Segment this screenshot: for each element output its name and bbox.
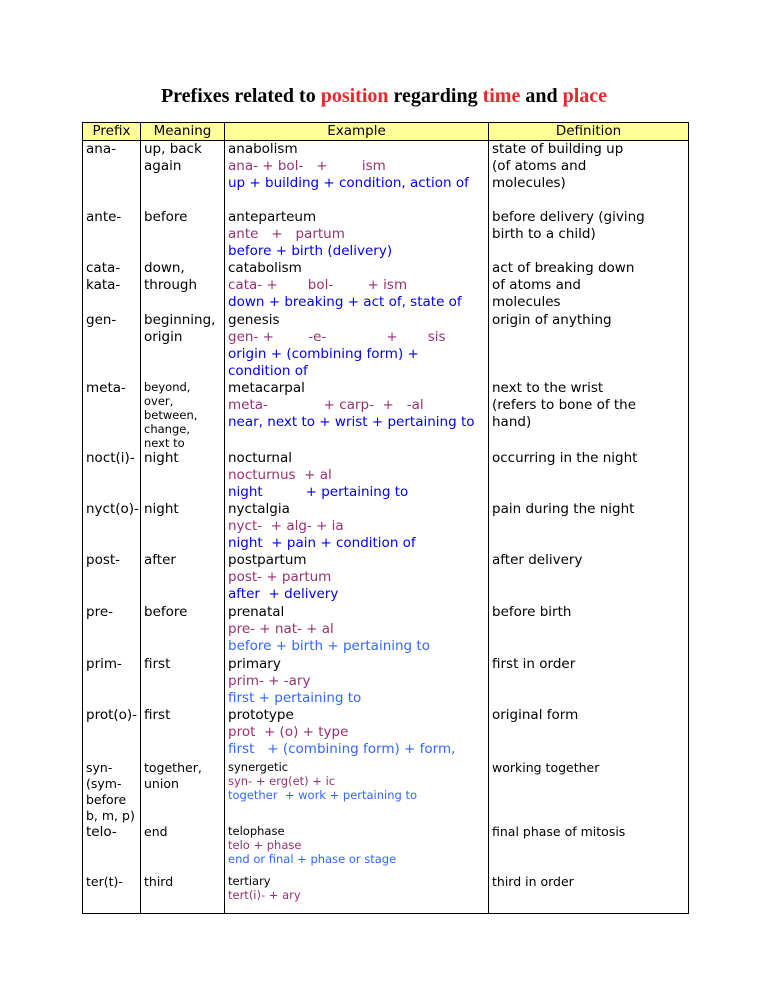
meaning-text: end bbox=[144, 823, 168, 839]
meaning-cell bbox=[141, 141, 225, 209]
example-word: catabolism bbox=[228, 259, 302, 276]
example-cell bbox=[225, 604, 489, 656]
prefix-cell bbox=[83, 707, 141, 760]
table-row bbox=[83, 450, 689, 501]
definition-cell bbox=[489, 380, 689, 450]
header-meaning: Meaning bbox=[141, 123, 225, 141]
meaning-cell bbox=[141, 760, 225, 824]
definition-text: first in order bbox=[492, 655, 576, 672]
page-title bbox=[0, 85, 768, 108]
table-row bbox=[83, 501, 689, 552]
example-word: metacarpal bbox=[228, 379, 305, 396]
definition-text: of atoms and bbox=[492, 276, 582, 293]
prefix-text: nyct(o)- bbox=[86, 500, 139, 517]
example-cell bbox=[225, 656, 489, 707]
meaning-text: first bbox=[144, 706, 171, 723]
meaning-text: first bbox=[144, 655, 171, 672]
example-word: anabolism bbox=[228, 141, 298, 157]
meaning-cell bbox=[141, 656, 225, 707]
example-gloss: night + pain + condition of bbox=[228, 534, 416, 551]
table-row bbox=[83, 260, 689, 312]
meaning-text: together, bbox=[144, 759, 202, 775]
example-cell bbox=[225, 141, 489, 209]
example-gloss: up + building + condition, action of bbox=[228, 175, 469, 191]
prefix-text: before bbox=[86, 791, 127, 807]
meaning-text: between, bbox=[144, 407, 198, 422]
prefix-cell bbox=[83, 380, 141, 450]
prefix-cell bbox=[83, 760, 141, 824]
example-word: primary bbox=[228, 655, 281, 672]
example-parts: meta- + carp- + -al bbox=[228, 396, 424, 413]
example-parts: post- + partum bbox=[228, 568, 332, 585]
header-example: Example bbox=[225, 123, 489, 141]
example-parts: prot + (o) + type bbox=[228, 723, 349, 740]
prefix-cell bbox=[83, 312, 141, 380]
definition-cell bbox=[489, 209, 689, 260]
example-gloss: before + birth + pertaining to bbox=[228, 637, 430, 654]
example-cell bbox=[225, 552, 489, 604]
example-gloss: together + work + pertaining to bbox=[228, 787, 418, 802]
prefix-text: meta- bbox=[86, 379, 126, 396]
meaning-text: again bbox=[144, 158, 182, 174]
example-parts: nyct- + alg- + ia bbox=[228, 517, 344, 534]
definition-text: pain during the night bbox=[492, 500, 635, 517]
header-definition: Definition bbox=[489, 123, 689, 141]
definition-text: third in order bbox=[492, 873, 574, 889]
example-parts: ante + partum bbox=[228, 225, 345, 242]
example-gloss: first + (combining form) + form, bbox=[228, 740, 456, 757]
prefix-text: syn- bbox=[86, 759, 113, 775]
example-word: prototype bbox=[228, 706, 294, 723]
prefix-table bbox=[82, 122, 689, 914]
definition-text: before delivery (giving bbox=[492, 208, 645, 225]
prefix-text: cata- bbox=[86, 259, 121, 276]
title-text: regarding bbox=[388, 85, 483, 107]
prefix-text: ante- bbox=[86, 208, 122, 225]
prefix-text: ter(t)- bbox=[86, 873, 123, 889]
meaning-text: next to bbox=[144, 435, 185, 450]
definition-text: (of atoms and bbox=[492, 158, 587, 174]
meaning-cell bbox=[141, 604, 225, 656]
meaning-text: origin bbox=[144, 328, 183, 345]
meaning-text: after bbox=[144, 551, 176, 568]
table-row bbox=[83, 656, 689, 707]
definition-text: original form bbox=[492, 706, 579, 723]
example-parts: telo + phase bbox=[228, 837, 302, 852]
example-parts: tert(i)- + ary bbox=[228, 887, 301, 902]
table-row bbox=[83, 824, 689, 874]
meaning-cell bbox=[141, 874, 225, 914]
example-word: postpartum bbox=[228, 551, 307, 568]
table-row bbox=[83, 604, 689, 656]
example-word: nyctalgia bbox=[228, 500, 290, 517]
example-cell bbox=[225, 209, 489, 260]
definition-text: before birth bbox=[492, 603, 572, 620]
meaning-text: union bbox=[144, 775, 179, 791]
example-gloss: near, next to + wrist + pertaining to bbox=[228, 413, 475, 430]
example-cell bbox=[225, 874, 489, 914]
meaning-cell bbox=[141, 260, 225, 312]
definition-text: hand) bbox=[492, 413, 532, 430]
prefix-text: kata- bbox=[86, 276, 121, 293]
example-cell bbox=[225, 450, 489, 501]
example-parts: prim- + -ary bbox=[228, 672, 311, 689]
example-word: telophase bbox=[228, 823, 285, 838]
definition-cell bbox=[489, 501, 689, 552]
definition-cell bbox=[489, 604, 689, 656]
prefix-text: gen- bbox=[86, 311, 117, 328]
meaning-cell bbox=[141, 312, 225, 380]
prefix-text: (sym- bbox=[86, 775, 122, 791]
table-body bbox=[83, 141, 689, 914]
definition-text: occurring in the night bbox=[492, 449, 638, 466]
header-prefix: Prefix bbox=[83, 123, 141, 141]
example-cell bbox=[225, 380, 489, 450]
example-parts: ana- + bol- + ism bbox=[228, 158, 386, 174]
table-row bbox=[83, 760, 689, 824]
prefix-text: post- bbox=[86, 551, 121, 568]
example-gloss: down + breaking + act of, state of bbox=[228, 293, 462, 310]
prefix-cell bbox=[83, 209, 141, 260]
prefix-text: b, m, p) bbox=[86, 807, 135, 823]
prefix-cell bbox=[83, 501, 141, 552]
table-row bbox=[83, 209, 689, 260]
example-word: tertiary bbox=[228, 873, 271, 888]
definition-text: final phase of mitosis bbox=[492, 823, 626, 839]
meaning-text: night bbox=[144, 449, 179, 466]
meaning-cell bbox=[141, 209, 225, 260]
example-cell bbox=[225, 501, 489, 552]
meaning-text: change, bbox=[144, 421, 190, 436]
definition-text: act of breaking down bbox=[492, 259, 635, 276]
example-parts: syn- + erg(et) + ic bbox=[228, 773, 336, 788]
definition-cell bbox=[489, 874, 689, 914]
example-gloss: after + delivery bbox=[228, 585, 339, 602]
example-word: genesis bbox=[228, 311, 280, 328]
example-gloss: origin + (combining form) + bbox=[228, 345, 419, 362]
table-row bbox=[83, 707, 689, 760]
prefix-text: prim- bbox=[86, 655, 122, 672]
meaning-text: third bbox=[144, 873, 174, 889]
example-gloss: night + pertaining to bbox=[228, 483, 409, 500]
definition-cell bbox=[489, 141, 689, 209]
definition-cell bbox=[489, 707, 689, 760]
example-gloss: condition of bbox=[228, 362, 308, 379]
prefix-cell bbox=[83, 824, 141, 874]
definition-cell bbox=[489, 760, 689, 824]
prefix-cell bbox=[83, 604, 141, 656]
definition-cell bbox=[489, 824, 689, 874]
title-text: and bbox=[520, 85, 563, 107]
meaning-text: before bbox=[144, 603, 188, 620]
definition-text: birth to a child) bbox=[492, 225, 596, 242]
example-word: nocturnal bbox=[228, 449, 292, 466]
meaning-text: up, back bbox=[144, 141, 202, 157]
table-row bbox=[83, 380, 689, 450]
example-parts: nocturnus + al bbox=[228, 466, 332, 483]
meaning-text: before bbox=[144, 208, 188, 225]
meaning-text: beginning, bbox=[144, 311, 216, 328]
example-parts: gen- + -e- + sis bbox=[228, 328, 446, 345]
prefix-cell bbox=[83, 450, 141, 501]
meaning-cell bbox=[141, 450, 225, 501]
meaning-text: down, bbox=[144, 259, 185, 276]
meaning-cell bbox=[141, 824, 225, 874]
title-highlight-place: place bbox=[562, 85, 608, 107]
prefix-text: ana- bbox=[86, 141, 116, 157]
example-cell bbox=[225, 760, 489, 824]
definition-cell bbox=[489, 312, 689, 380]
definition-text: (refers to bone of the bbox=[492, 396, 637, 413]
meaning-cell bbox=[141, 380, 225, 450]
prefix-cell bbox=[83, 552, 141, 604]
prefix-text: noct(i)- bbox=[86, 449, 135, 466]
example-cell bbox=[225, 312, 489, 380]
title-highlight-position: position bbox=[320, 85, 389, 107]
title-highlight-time: time bbox=[482, 85, 521, 107]
example-gloss: before + birth (delivery) bbox=[228, 242, 393, 259]
definition-text: state of building up bbox=[492, 141, 624, 157]
definition-cell bbox=[489, 450, 689, 501]
definition-text: origin of anything bbox=[492, 311, 612, 328]
example-cell bbox=[225, 824, 489, 874]
table-header-row bbox=[83, 123, 689, 141]
example-cell bbox=[225, 707, 489, 760]
table-row bbox=[83, 552, 689, 604]
table-row bbox=[83, 312, 689, 380]
meaning-text: over, bbox=[144, 393, 174, 408]
meaning-text: through bbox=[144, 276, 198, 293]
definition-text: molecules) bbox=[492, 175, 566, 191]
example-gloss: end or final + phase or stage bbox=[228, 851, 397, 866]
prefix-cell bbox=[83, 874, 141, 914]
table-row bbox=[83, 874, 689, 914]
prefix-text: prot(o)- bbox=[86, 706, 138, 723]
prefix-text: pre- bbox=[86, 603, 113, 620]
meaning-text: night bbox=[144, 500, 179, 517]
example-word: prenatal bbox=[228, 603, 285, 620]
prefix-cell bbox=[83, 656, 141, 707]
definition-cell bbox=[489, 656, 689, 707]
meaning-cell bbox=[141, 707, 225, 760]
example-parts: cata- + bol- + ism bbox=[228, 276, 408, 293]
definition-cell bbox=[489, 260, 689, 312]
definition-text: working together bbox=[492, 759, 600, 775]
table-row bbox=[83, 141, 689, 209]
example-word: synergetic bbox=[228, 759, 289, 774]
example-gloss: first + pertaining to bbox=[228, 689, 362, 706]
meaning-cell bbox=[141, 552, 225, 604]
prefix-text: telo- bbox=[86, 823, 117, 840]
title-text: Prefixes related to bbox=[160, 85, 321, 107]
definition-cell bbox=[489, 552, 689, 604]
example-word: anteparteum bbox=[228, 208, 317, 225]
definition-text: molecules bbox=[492, 293, 561, 310]
prefix-cell bbox=[83, 260, 141, 312]
example-parts: pre- + nat- + al bbox=[228, 620, 334, 637]
definition-text: after delivery bbox=[492, 551, 583, 568]
definition-text: next to the wrist bbox=[492, 379, 604, 396]
prefix-cell bbox=[83, 141, 141, 209]
example-cell bbox=[225, 260, 489, 312]
meaning-cell bbox=[141, 501, 225, 552]
meaning-text: beyond, bbox=[144, 379, 191, 394]
